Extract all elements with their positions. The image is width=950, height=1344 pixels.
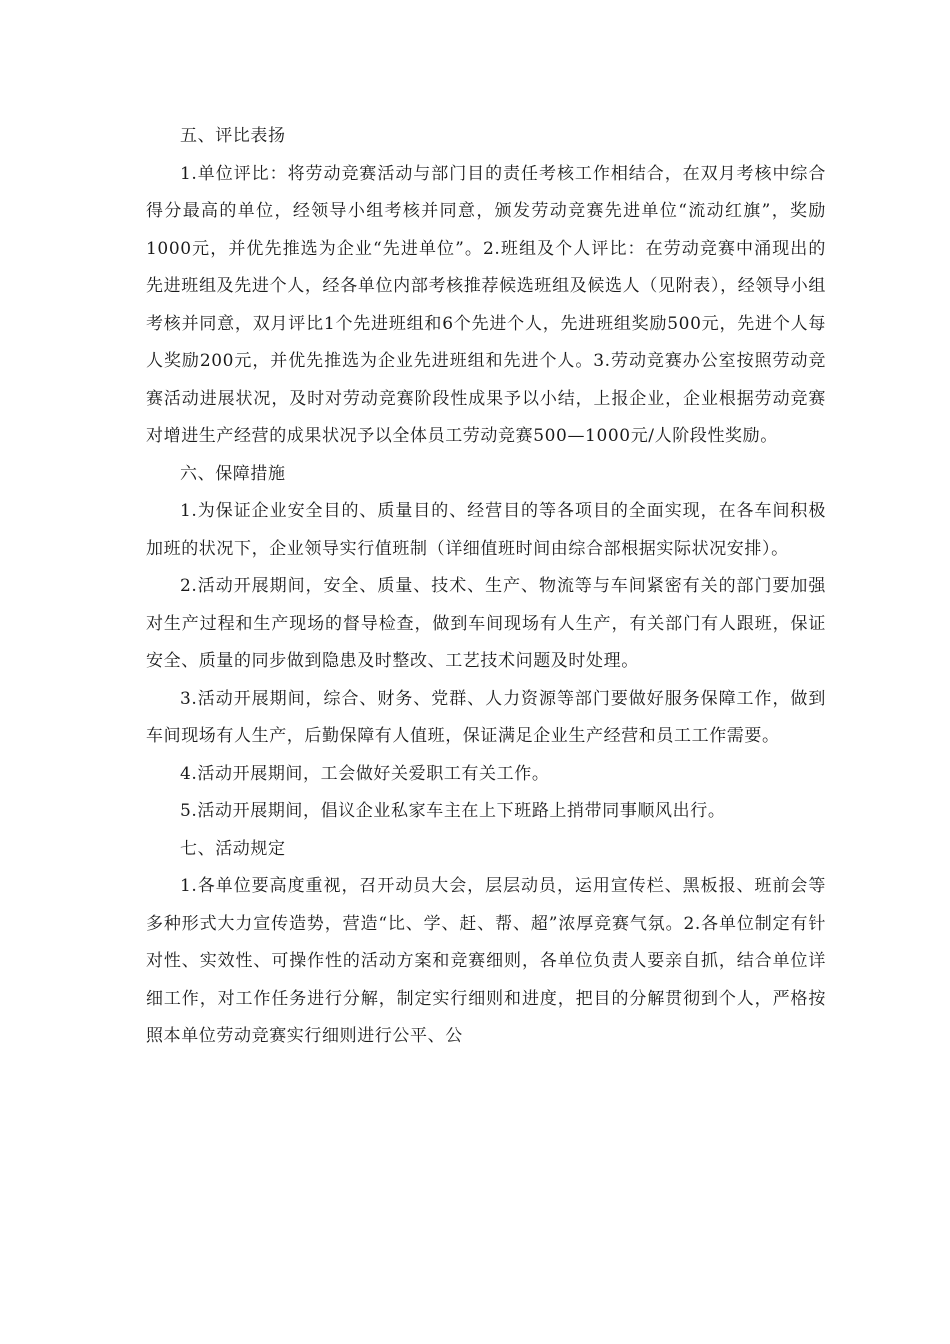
paragraph-safeguard-2: 2.活动开展期间，安全、质量、技术、生产、物流等与车间紧密有关的部门要加强对生产过程和生产现场的督导检查，做到车间现场有人生产，有关部门有人跟班，保证安全、质量的同步做到隐患及时整改、工艺技术问题及时处理。 (146, 576, 826, 671)
paragraph-safeguard-5: 5.活动开展期间，倡议企业私家车主在上下班路上捎带同事顺风出行。 (180, 801, 726, 821)
document-body (146, 118, 826, 1056)
paragraph-safeguard-3: 3.活动开展期间，综合、财务、党群、人力资源等部门要做好服务保障工作，做到车间现场有人生产，后勤保障有人值班，保证满足企业生产经营和员工工作需要。 (146, 688, 826, 746)
paragraph-evaluation-rules: 1.单位评比：将劳动竞赛活动与部门目的责任考核工作相结合，在双月考核中综合得分最高的单位，经领导小组考核并同意，颁发劳动竞赛先进单位“流动红旗”，奖励1000元，并优先推选为企业“先进单位”。2.班组及个人评比：在劳动竞赛中涌现出的先进班组及先进个人，经各单位内部考核推荐候选班组及候选人（见附表），经领导小组考核并同意，双月评比1个先进班组和6个先进个人，先进班组奖励500元，先进个人每人奖励200元，并优先推选为企业先进班组和先进个人。3.劳动竞赛办公室按照劳动竞赛活动进展状况，及时对劳动竞赛阶段性成果予以小结，上报企业，企业根据劳动竞赛对增进生产经营的成果状况予以全体员工劳动竞赛500—1000元/人阶段性奖励。 (146, 163, 826, 446)
section-heading-six: 六、保障措施 (180, 463, 286, 484)
paragraph-safeguard-4: 4.活动开展期间，工会做好关爱职工有关工作。 (180, 763, 550, 784)
paragraph-safeguard-1: 1.为保证企业安全目的、质量目的、经营目的等各项目的全面实现，在各车间积极加班的状况下，企业领导实行值班制（详细值班时间由综合部根据实际状况安排）。 (146, 501, 826, 559)
section-heading-seven: 七、活动规定 (180, 838, 286, 859)
paragraph-activity-rules: 1.各单位要高度重视，召开动员大会，层层动员，运用宣传栏、黑板报、班前会等多种形式大力宣传造势，营造“比、学、赶、帮、超”浓厚竞赛气氛。2.各单位制定有针对性、实效性、可操作性的活动方案和竞赛细则，各单位负责人要亲自抓，结合单位详细工作，对工作任务进行分解，制定实行细则和进度，把目的分解贯彻到个人，严格按照本单位劳动竞赛实行细则进行公平、公 (146, 876, 826, 1046)
section-heading-five: 五、评比表扬 (180, 126, 286, 146)
